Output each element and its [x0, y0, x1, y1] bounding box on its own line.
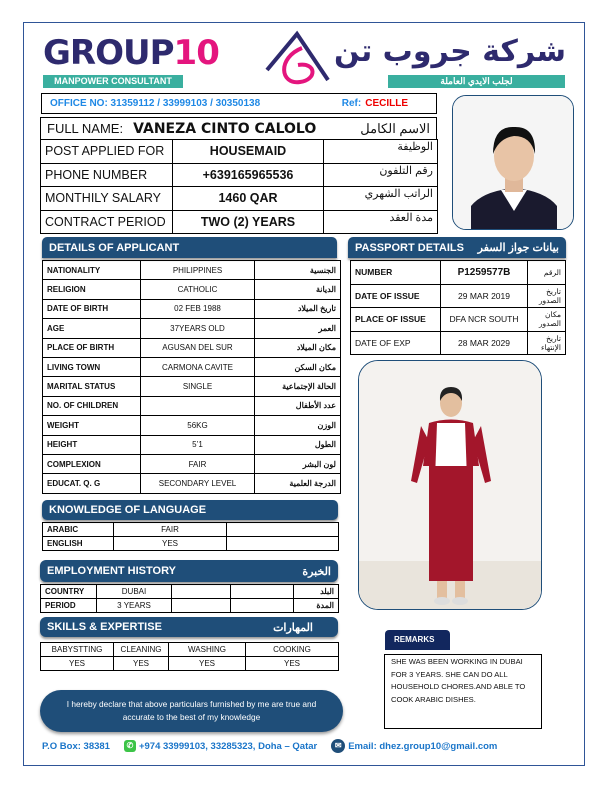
ref-value: CECILLE — [365, 98, 408, 109]
row-value: 37YEARS OLD — [141, 319, 255, 338]
empty-cell — [231, 585, 294, 599]
full-name-row — [40, 117, 437, 139]
arabic-logo: شركة جروب تن — [333, 34, 566, 69]
row-label: CONTRACT PERIOD — [41, 210, 173, 234]
row-arabic-label: مكان الميلاد — [255, 338, 341, 357]
passport-title: PASSPORT DETAILS — [355, 241, 464, 254]
row-value: AGUSAN DEL SUR — [141, 338, 255, 357]
skill-name: WASHING — [169, 643, 246, 657]
row-arabic-label: الوزن — [255, 416, 341, 435]
logo-subtitle: MANPOWER CONSULTANT — [43, 75, 183, 88]
passport-photo — [452, 95, 574, 230]
row-label: PLACE OF BIRTH — [43, 338, 141, 357]
row-value: FAIR — [114, 523, 227, 537]
row-label: COUNTRY — [41, 585, 97, 599]
row-arabic-label: الحالة الإجتماعية — [255, 377, 341, 396]
row-value: 5’1 — [141, 435, 255, 454]
full-body-photo — [358, 360, 542, 610]
empty-cell — [227, 537, 339, 551]
basic-info-table — [40, 139, 438, 234]
row-label: NO. OF CHILDREN — [43, 396, 141, 415]
row-label: NUMBER — [351, 261, 441, 285]
table-row — [41, 140, 438, 164]
table-row — [351, 331, 566, 355]
row-label: LIVING TOWN — [43, 357, 141, 376]
skill-value: YES — [169, 657, 246, 671]
row-value: 29 MAR 2019 — [441, 284, 528, 308]
skills-title-arabic: المهارات — [273, 621, 313, 634]
row-arabic-label: تاريخ الصدور — [528, 284, 566, 308]
table-row — [43, 299, 341, 318]
row-label: DATE OF EXP — [351, 331, 441, 355]
passport-title-arabic: بيانات جواز السفر — [477, 242, 559, 254]
row-arabic-label: عدد الأطفال — [255, 396, 341, 415]
language-header — [42, 500, 338, 520]
table-row — [41, 657, 339, 671]
row-arabic-label: مكان السكن — [255, 357, 341, 376]
group10-logo: GROUP10 — [43, 33, 219, 73]
row-label: POST APPLIED FOR — [41, 140, 173, 164]
skill-value: YES — [246, 657, 339, 671]
row-value — [141, 396, 255, 415]
skill-value: YES — [41, 657, 114, 671]
row-label: EDUCAT. Q. G — [43, 474, 141, 493]
full-body-image — [359, 361, 542, 610]
row-arabic-label: الوظيفة — [324, 140, 438, 164]
full-name-arabic: الاسم الكامل — [360, 121, 430, 136]
row-value: FAIR — [141, 454, 255, 473]
empty-cell — [172, 585, 231, 599]
table-row — [43, 357, 341, 376]
row-label: DATE OF ISSUE — [351, 284, 441, 308]
row-value: SINGLE — [141, 377, 255, 396]
row-arabic-label: تاريخ الإنتهاء — [528, 331, 566, 355]
row-value: P1259577B — [441, 261, 528, 285]
row-label: MARITAL STATUS — [43, 377, 141, 396]
remarks-label: REMARKS — [385, 630, 450, 650]
table-row — [43, 416, 341, 435]
row-arabic-label: الراتب الشهري — [324, 187, 438, 211]
row-arabic-label: تاريخ الميلاد — [255, 299, 341, 318]
row-label: RELIGION — [43, 280, 141, 299]
row-arabic-label: رقم التلفون — [324, 163, 438, 187]
office-numbers: OFFICE NO: 31359112 / 33999103 / 30350138 — [50, 98, 261, 109]
skills-header — [40, 617, 338, 637]
passport-header — [348, 237, 566, 258]
full-name-label: FULL NAME: — [47, 121, 124, 136]
row-label: ENGLISH — [43, 537, 114, 551]
passport-table — [350, 260, 566, 355]
table-row — [43, 377, 341, 396]
row-value: HOUSEMAID — [173, 140, 324, 164]
skills-table — [40, 642, 339, 671]
table-row — [43, 261, 341, 280]
table-row — [43, 338, 341, 357]
empty-cell — [227, 523, 339, 537]
empty-cell — [172, 599, 231, 613]
row-arabic-label: الديانة — [255, 280, 341, 299]
row-value: DUBAI — [97, 585, 172, 599]
row-arabic-label: الجنسية — [255, 261, 341, 280]
row-arabic-label: الطول — [255, 435, 341, 454]
table-row — [43, 474, 341, 493]
table-row — [43, 319, 341, 338]
skills-title: SKILLS & EXPERTISE — [47, 621, 162, 633]
table-row — [41, 643, 339, 657]
row-label: PHONE NUMBER — [41, 163, 173, 187]
skill-name: CLEANING — [114, 643, 169, 657]
table-row — [41, 187, 438, 211]
row-label: HEIGHT — [43, 435, 141, 454]
row-value: 1460 QAR — [173, 187, 324, 211]
arabic-logo-subtitle: لجلب الايدي العاملة — [388, 75, 565, 88]
row-value: CARMONA CAVITE — [141, 357, 255, 376]
row-arabic-label: العمر — [255, 319, 341, 338]
row-value: DFA NCR SOUTH — [441, 308, 528, 332]
row-label: COMPLEXION — [43, 454, 141, 473]
row-label: PLACE OF ISSUE — [351, 308, 441, 332]
employment-table — [40, 584, 339, 613]
row-value: SECONDARY LEVEL — [141, 474, 255, 493]
remarks-text: SHE WAS BEEN WORKING IN DUBAI FOR 3 YEARS. SHE CAN DO ALL HOUSEHOLD CHORES.AND ABLE TO COOK ARABIC DISHES. — [384, 654, 542, 729]
row-arabic-label: المدة — [294, 599, 339, 613]
table-row — [43, 396, 341, 415]
skill-name: COOKING — [246, 643, 339, 657]
employment-header — [40, 560, 338, 582]
row-label: ARABIC — [43, 523, 114, 537]
row-value: PHILIPPINES — [141, 261, 255, 280]
skill-name: BABYSTTING — [41, 643, 114, 657]
table-row — [43, 454, 341, 473]
company-emblem-icon — [262, 30, 332, 88]
email-icon: ✉ — [331, 739, 345, 753]
row-arabic-label: الدرجة العلمية — [255, 474, 341, 493]
language-table — [42, 522, 339, 551]
row-label: DATE OF BIRTH — [43, 299, 141, 318]
row-value: TWO (2) YEARS — [173, 210, 324, 234]
po-box: P.O Box: 38381 — [42, 740, 110, 752]
row-label: WEIGHT — [43, 416, 141, 435]
table-row — [43, 523, 339, 537]
row-arabic-label: البلد — [294, 585, 339, 599]
table-row — [351, 308, 566, 332]
table-row — [43, 280, 341, 299]
details-table — [42, 260, 341, 494]
language-title: KNOWLEDGE OF LANGUAGE — [49, 504, 207, 516]
row-value: CATHOLIC — [141, 280, 255, 299]
row-value: 3 YEARS — [97, 599, 172, 613]
row-arabic-label: مكان الصدور — [528, 308, 566, 332]
row-value: YES — [114, 537, 227, 551]
full-name-value: VANEZA CINTO CALOLO — [133, 121, 317, 137]
row-label: MONTHILY SALARY — [41, 187, 173, 211]
table-row — [351, 284, 566, 308]
row-arabic-label: الرقم — [528, 261, 566, 285]
footer-phone: +974 33999103, 33285323, Doha – Qatar — [138, 740, 318, 752]
row-label: AGE — [43, 319, 141, 338]
details-header — [42, 237, 337, 258]
table-row — [41, 210, 438, 234]
row-arabic-label: لون البشر — [255, 454, 341, 473]
employment-title-arabic: الخبرة — [302, 565, 331, 578]
table-row — [41, 599, 339, 613]
skill-value: YES — [114, 657, 169, 671]
whatsapp-icon: ✆ — [124, 740, 136, 752]
row-value: 02 FEB 1988 — [141, 299, 255, 318]
table-row — [41, 585, 339, 599]
row-value: 56KG — [141, 416, 255, 435]
table-row — [41, 163, 438, 187]
row-label: PERIOD — [41, 599, 97, 613]
footer — [42, 739, 572, 753]
row-value: +639165965536 — [173, 163, 324, 187]
employment-title: EMPLOYMENT HISTORY — [47, 565, 176, 577]
table-row — [43, 435, 341, 454]
declaration: I hereby declare that above particulars furnished by me are true and accurate to the best of my knowledge — [40, 690, 343, 732]
row-label: NATIONALITY — [43, 261, 141, 280]
office-bar — [41, 93, 437, 114]
details-title: DETAILS OF APPLICANT — [49, 241, 180, 254]
table-row — [43, 537, 339, 551]
ref-label: Ref: — [341, 98, 362, 109]
portrait-image — [453, 96, 574, 230]
footer-email: Email: dhez.group10@gmail.com — [348, 740, 498, 752]
row-arabic-label: مدة العقد — [324, 210, 438, 234]
table-row — [351, 261, 566, 285]
empty-cell — [231, 599, 294, 613]
row-value: 28 MAR 2029 — [441, 331, 528, 355]
